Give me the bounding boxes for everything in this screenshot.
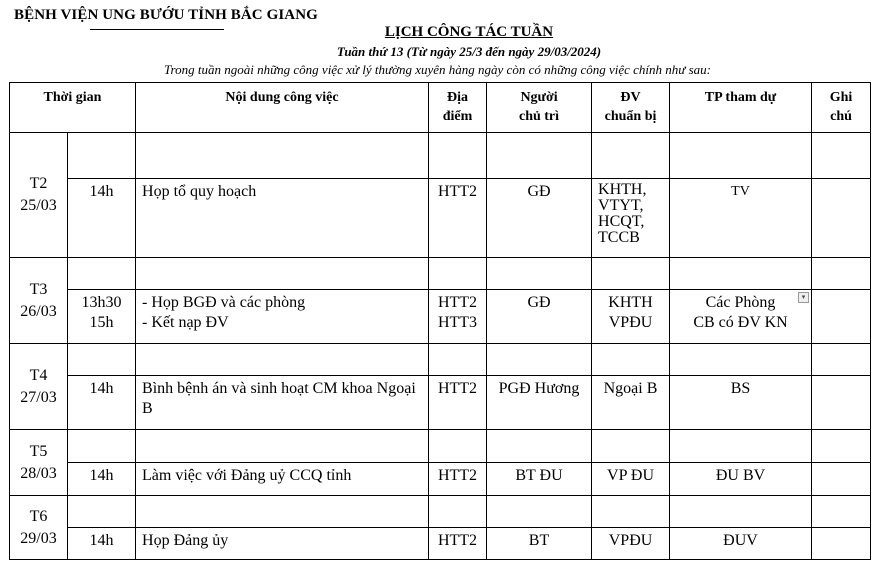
place-cell: HTT2 — [429, 528, 487, 560]
time-cell: 14h — [68, 463, 136, 496]
attend-cell: ĐU BV — [670, 463, 812, 496]
col-header-host: Người chủ trì — [487, 83, 592, 133]
note-cell — [812, 179, 871, 258]
prep-cell: VP ĐU — [592, 463, 670, 496]
prep-cell: VPĐU — [592, 528, 670, 560]
table-row — [10, 376, 871, 430]
content-cell: Bình bệnh án và sinh hoạt CM khoa Ngoại B — [136, 376, 429, 430]
host-cell: GĐ — [487, 290, 592, 344]
day-cell: T3 26/03 — [10, 258, 68, 344]
time-cell: 14h — [68, 376, 136, 430]
day-cell: T2 25/03 — [10, 133, 68, 258]
col-header-note: Ghi chú — [812, 83, 871, 133]
col-header-content: Nội dung công việc — [136, 83, 429, 133]
note-cell — [812, 376, 871, 430]
table-row — [10, 179, 871, 258]
host-cell: BT — [487, 528, 592, 560]
table-row — [10, 344, 871, 376]
time-cell: 13h30 15h — [68, 290, 136, 344]
col-header-attend: TP tham dự — [670, 83, 812, 133]
content-cell: - Họp BGĐ và các phòng - Kết nạp ĐV — [136, 290, 429, 344]
table-row — [10, 258, 871, 290]
note-cell — [812, 528, 871, 560]
col-header-prep: ĐV chuẩn bị — [592, 83, 670, 133]
table-row — [10, 430, 871, 463]
host-cell: GĐ — [487, 179, 592, 258]
host-cell: BT ĐU — [487, 463, 592, 496]
table-row — [10, 463, 871, 496]
day-cell: T6 29/03 — [10, 496, 68, 560]
host-cell: PGĐ Hương — [487, 376, 592, 430]
day-cell: T5 28/03 — [10, 430, 68, 496]
note-cell — [812, 463, 871, 496]
page-title: LỊCH CÔNG TÁC TUẦN — [384, 24, 554, 40]
col-header-time: Thời gian — [10, 83, 136, 133]
place-cell: HTT2 — [429, 376, 487, 430]
schedule-table — [9, 82, 871, 560]
time-cell: 14h — [68, 528, 136, 560]
prep-cell: KHTH VPĐU — [592, 290, 670, 344]
col-header-place: Địa điểm — [429, 83, 487, 133]
hospital-name: BỆNH VIỆN UNG BƯỚU TỈNH BẮC GIANG — [14, 7, 318, 23]
week-subtitle: Tuần thứ 13 (Từ ngày 25/3 đến ngày 29/03/2024) — [336, 44, 602, 59]
table-row — [10, 528, 871, 560]
header-row — [10, 83, 871, 133]
place-cell: HTT2 — [429, 463, 487, 496]
attend-cell: Các Phòng CB có ĐV KN ▾ — [670, 290, 812, 344]
prep-cell: Ngoại B — [592, 376, 670, 430]
content-cell: Họp tổ quy hoạch — [136, 179, 429, 258]
cell-dropdown-icon[interactable]: ▾ — [798, 292, 809, 303]
table-row — [10, 133, 871, 179]
table-row — [10, 290, 871, 344]
content-cell: Làm việc với Đảng uỷ CCQ tỉnh — [136, 463, 429, 496]
intro-text: Trong tuần ngoài những công việc xử lý thường xuyên hàng ngày còn có những công việc chính như sau: — [164, 62, 711, 77]
place-cell: HTT2 HTT3 — [429, 290, 487, 344]
time-cell: 14h — [68, 179, 136, 258]
note-cell — [812, 290, 871, 344]
day-cell: T4 27/03 — [10, 344, 68, 430]
attend-cell: ĐUV — [670, 528, 812, 560]
attend-cell: BS — [670, 376, 812, 430]
content-cell: Họp Đảng ủy — [136, 528, 429, 560]
table-row — [10, 496, 871, 528]
prep-cell: KHTH, VTYT, HCQT, TCCB — [592, 179, 670, 258]
place-cell: HTT2 — [429, 179, 487, 258]
attend-cell: TV — [670, 179, 812, 258]
